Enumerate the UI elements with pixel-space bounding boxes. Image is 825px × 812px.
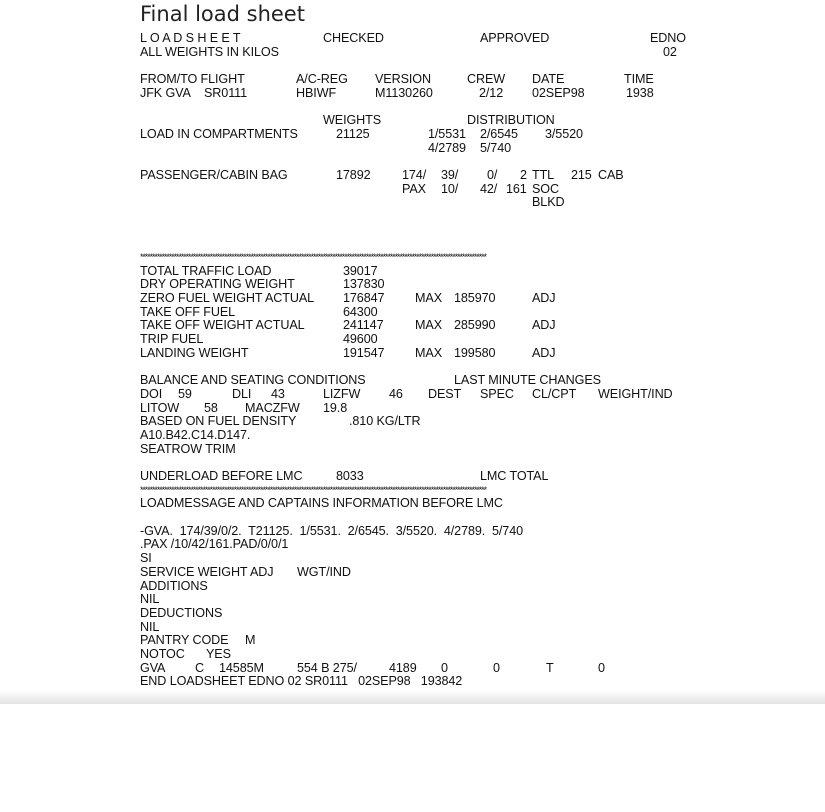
fuel-density-value: .810 KG/LTR (349, 414, 421, 429)
max-value: 285990 (454, 318, 496, 333)
compartment-headings (140, 114, 700, 128)
weight-value: 191547 (343, 345, 385, 360)
maczfw-value: 19.8 (323, 400, 348, 415)
weight-row (140, 265, 700, 279)
gva-station: GVA (140, 660, 166, 675)
weight-row (140, 306, 700, 320)
checked-label: CHECKED (323, 31, 384, 45)
weight-row (140, 347, 700, 361)
message-si: SI (140, 551, 152, 566)
max-label: MAX (415, 318, 442, 333)
distribution-heading: DISTRIBUTION (467, 113, 555, 128)
gva-weight: 4189 (389, 660, 417, 675)
time-label: TIME (624, 72, 654, 87)
weight-label: TRIP FUEL (140, 332, 204, 347)
additions-row (140, 580, 700, 594)
weight-row (140, 333, 700, 347)
pax-first: 10/ (441, 181, 459, 196)
deductions-nil: NIL (140, 619, 160, 634)
pax-infants: 2 (520, 167, 527, 182)
version-value: M1130260 (375, 85, 433, 100)
underload-value: 8033 (336, 469, 364, 483)
compartment-1: 1/5531 (428, 126, 466, 141)
litow-value: 58 (204, 400, 218, 415)
compartment-2: 2/6545 (480, 126, 518, 141)
weight-value: 137830 (343, 277, 385, 292)
bottom-edge (0, 690, 825, 704)
additions-label: ADDITIONS (140, 578, 208, 593)
weight-label: TAKE OFF FUEL (140, 304, 236, 319)
weights-table (140, 265, 700, 361)
service-wgt-ind: WGT/IND (297, 564, 351, 579)
pantry-code-value: M (245, 633, 256, 648)
weight-value: 39017 (343, 263, 378, 278)
compartment-3: 3/5520 (545, 126, 583, 141)
compartment-weight: 21125 (336, 126, 370, 141)
pantry-row (140, 634, 700, 648)
ttl-label: TTL (532, 167, 555, 182)
message-pax-line: .PAX /10/42/161.PAD/0/0/1 (140, 537, 289, 552)
gva-baggage: 554 B 275/ (297, 660, 357, 675)
version-label: VERSION (375, 72, 431, 87)
end-row (140, 675, 700, 689)
gva-mail: 14585M (219, 660, 264, 675)
weight-value: 49600 (343, 332, 378, 347)
trim-code: A10.B42.C14.D147. (140, 427, 251, 442)
compartment-row-2 (140, 142, 700, 156)
cl-cpt-label: CL/CPT (532, 386, 577, 401)
weight-ind-label: WEIGHT/IND (598, 386, 673, 401)
gva-zero-2: 0 (493, 660, 500, 675)
deductions-row (140, 607, 700, 621)
seatrow-row (140, 443, 700, 457)
spec-label: SPEC (480, 386, 514, 401)
service-weight-label: SERVICE WEIGHT ADJ (140, 564, 274, 579)
separator-line-2: ************************************************************************************************************************************************ (140, 484, 486, 495)
weight-label: TAKE OFF WEIGHT ACTUAL (140, 318, 305, 333)
service-weight-row (140, 566, 700, 580)
load-sheet (140, 32, 700, 689)
header-row-2 (140, 46, 700, 60)
message-line-1 (140, 525, 700, 539)
loadmessage-heading: LOADMESSAGE AND CAPTAINS INFORMATION BEFORE LMC (140, 496, 503, 511)
adj-label: ADJ (532, 291, 556, 306)
approved-label: APPROVED (480, 31, 550, 45)
gva-class: C (195, 660, 204, 675)
message-line-2 (140, 538, 700, 552)
trim-code-row (140, 429, 700, 443)
all-weights-label: ALL WEIGHTS IN KILOS (140, 44, 279, 59)
end-loadsheet: END LOADSHEET EDNO 02 SR0111 02SEP98 193842 (140, 674, 463, 689)
lmc-heading: LAST MINUTE CHANGES (454, 373, 601, 388)
weight-value: 64300 (343, 304, 378, 319)
from-to-flight-label: FROM/TO FLIGHT (140, 72, 245, 87)
notoc-value: YES (206, 646, 231, 661)
from-to-value: JFK GVA (140, 85, 191, 100)
pax-business: 42/ (480, 181, 498, 196)
max-label: MAX (415, 345, 442, 360)
notoc-label: NOTOC (140, 646, 185, 661)
loadsheet-label: L O A D S H E E T (140, 31, 241, 45)
dli-value: 43 (271, 386, 285, 401)
flight-number: SR0111 (204, 85, 248, 100)
pax-label: PAX (402, 181, 426, 196)
time-value: 1938 (626, 85, 654, 100)
underload-label: UNDERLOAD BEFORE LMC (140, 469, 303, 483)
adj-label: ADJ (532, 345, 556, 360)
balance-row-1 (140, 388, 700, 402)
gva-zero-1: 0 (441, 660, 448, 675)
pax-males: 39/ (441, 167, 459, 182)
deductions-nil-row (140, 621, 700, 635)
deductions-label: DEDUCTIONS (140, 605, 223, 620)
date-value: 02SEP98 (532, 85, 585, 100)
balance-heading-row (140, 374, 700, 388)
date-label: DATE (532, 72, 565, 87)
max-value: 185970 (454, 291, 496, 306)
fuel-density-label: BASED ON FUEL DENSITY (140, 414, 297, 429)
doi-label: DOI (140, 386, 163, 401)
lizfw-value: 46 (389, 386, 403, 401)
edno-value: 02 (663, 44, 677, 59)
message-line-3 (140, 552, 700, 566)
edno-label: EDNO (650, 31, 686, 45)
additions-nil-row (140, 593, 700, 607)
gva-t: T (546, 660, 554, 675)
pax-children: 0/ (487, 167, 498, 182)
balance-row-2 (140, 402, 700, 416)
underload-row (140, 470, 700, 484)
compartment-row (140, 128, 700, 142)
lizfw-label: LIZFW (323, 386, 361, 401)
loadmessage-heading-row (140, 497, 700, 511)
pantry-code-label: PANTRY CODE (140, 633, 229, 648)
weight-value: 241147 (343, 318, 384, 333)
acreg-value: HBIWF (296, 85, 337, 100)
passenger-row (140, 169, 700, 183)
weight-value: 176847 (343, 291, 385, 306)
flight-values-row (140, 87, 700, 101)
fuel-density-row (140, 415, 700, 429)
weight-row (140, 278, 700, 292)
dli-label: DLI (232, 386, 252, 401)
pax-row (140, 183, 700, 197)
adj-label: ADJ (532, 318, 556, 333)
pax-economy: 161 (506, 181, 527, 196)
pax-adults: 174/ (402, 167, 427, 182)
weight-row (140, 292, 700, 306)
message-gva-line: -GVA. 174/39/0/2. T21125. 1/5531. 2/6545. 3/5520. 4/2789. 5/740 (140, 523, 523, 538)
weight-label: TOTAL TRAFFIC LOAD (140, 263, 272, 278)
seatrow-trim: SEATROW TRIM (140, 441, 236, 456)
weight-label: DRY OPERATING WEIGHT (140, 277, 295, 292)
dest-label: DEST (428, 386, 462, 401)
gva-zero-3: 0 (598, 660, 605, 675)
blkd-label: BLKD (532, 195, 565, 210)
flight-labels-row (140, 73, 700, 87)
doi-value: 59 (178, 386, 192, 401)
notoc-row (140, 648, 700, 662)
crew-value: 2/12 (479, 85, 504, 100)
balance-heading: BALANCE AND SEATING CONDITIONS (140, 373, 366, 388)
load-in-compartments-label: LOAD IN COMPARTMENTS (140, 126, 298, 141)
page-title: Final load sheet (140, 2, 305, 26)
gva-row (140, 662, 700, 676)
separator-line: ************************************************************************************************************************************************ (140, 252, 486, 262)
weight-row (140, 319, 700, 333)
crew-label: CREW (467, 72, 506, 87)
max-value: 199580 (454, 345, 496, 360)
cab-label: CAB (598, 167, 624, 182)
ttl-value: 215 (571, 167, 592, 182)
header-row (140, 32, 700, 46)
weight-label: LANDING WEIGHT (140, 345, 249, 360)
compartment-4: 4/2789 (428, 140, 466, 155)
maczfw-label: MACZFW (245, 400, 300, 415)
lmc-total-label: LMC TOTAL (480, 469, 549, 483)
compartment-5: 5/740 (480, 140, 512, 155)
litow-label: LITOW (140, 400, 180, 415)
weights-heading: WEIGHTS (323, 113, 382, 128)
blkd-row (140, 196, 700, 210)
passenger-weight: 17892 (336, 167, 371, 182)
passenger-cabin-bag-label: PASSENGER/CABIN BAG (140, 167, 288, 182)
soc-label: SOC (532, 181, 559, 196)
max-label: MAX (415, 291, 442, 306)
additions-nil: NIL (140, 592, 160, 607)
acreg-label: A/C-REG (296, 72, 348, 87)
weight-label: ZERO FUEL WEIGHT ACTUAL (140, 291, 315, 306)
